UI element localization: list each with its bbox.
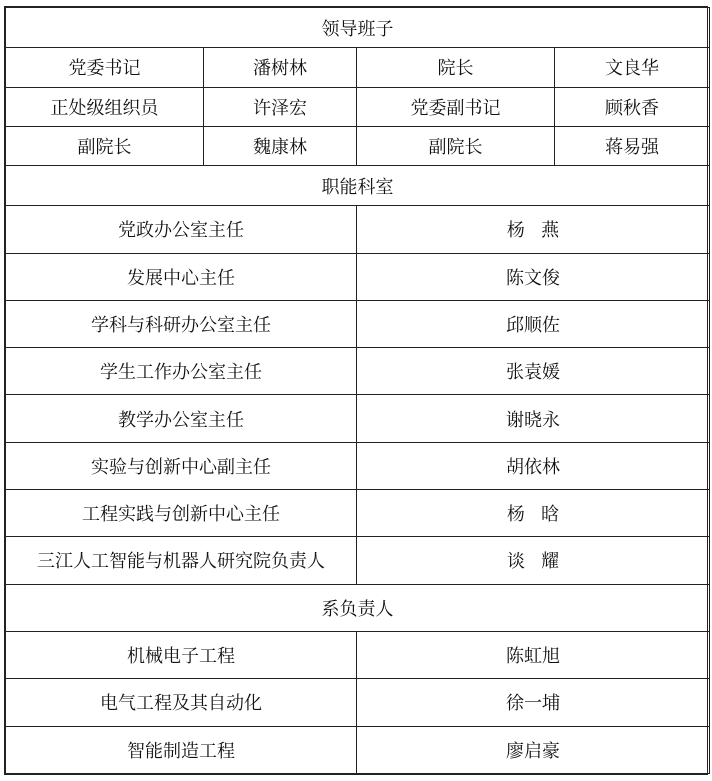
name-cell: 魏康林 [204,126,357,165]
table-row [6,126,710,165]
name-cell: 蒋易强 [555,126,710,165]
table-row [6,442,710,489]
role-cell: 发展中心主任 [6,253,357,300]
name-cell: 谢晓永 [357,395,710,442]
name-cell: 陈虹旭 [357,631,710,678]
role-cell: 实验与创新中心副主任 [6,442,357,489]
role-cell: 电气工程及其自动化 [6,679,357,726]
role-cell: 教学办公室主任 [6,395,357,442]
staff-table-container [4,6,708,775]
name-cell: 陈文俊 [357,253,710,300]
table-row [6,48,710,87]
role-cell: 学科与科研办公室主任 [6,300,357,347]
section-title-departments: 系负责人 [6,584,710,631]
table-row [6,395,710,442]
name-cell: 张袁媛 [357,348,710,395]
role-cell: 党政办公室主任 [6,206,357,253]
role-cell: 机械电子工程 [6,631,357,678]
role-cell: 智能制造工程 [6,726,357,773]
role-cell: 党委书记 [6,48,204,87]
table-row [6,537,710,584]
table-row [6,348,710,395]
role-cell: 院长 [357,48,555,87]
role-cell: 工程实践与创新中心主任 [6,490,357,537]
name-cell: 潘树林 [204,48,357,87]
table-row [6,490,710,537]
table-row [6,300,710,347]
table-row [6,679,710,726]
table-row [6,253,710,300]
table-row [6,631,710,678]
role-cell: 学生工作办公室主任 [6,348,357,395]
table-row [6,206,710,253]
name-cell: 文良华 [555,48,710,87]
name-cell: 廖启豪 [357,726,710,773]
section-title-offices: 职能科室 [6,166,710,206]
name-cell: 许泽宏 [204,87,357,126]
name-cell: 杨燕 [357,206,710,253]
name-cell: 谈耀 [357,537,710,584]
table-row [6,726,710,773]
section-title-leadership: 领导班子 [6,8,710,48]
name-cell: 杨晗 [357,490,710,537]
role-cell: 正处级组织员 [6,87,204,126]
role-cell: 副院长 [6,126,204,165]
role-cell: 党委副书记 [357,87,555,126]
name-cell: 顾秋香 [555,87,710,126]
role-cell: 三江人工智能与机器人研究院负责人 [6,537,357,584]
table-row [6,87,710,126]
name-cell: 徐一埔 [357,679,710,726]
role-cell: 副院长 [357,126,555,165]
staff-table [5,7,710,774]
name-cell: 胡依林 [357,442,710,489]
name-cell: 邱顺佐 [357,300,710,347]
